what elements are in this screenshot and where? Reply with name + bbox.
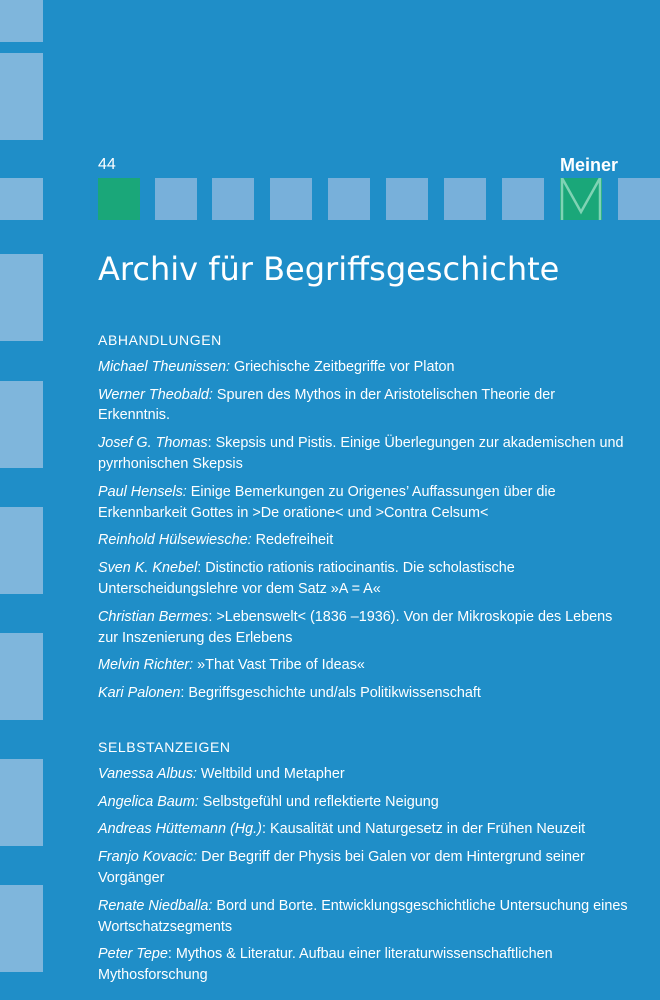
entry-author: Franjo Kovacic: bbox=[98, 849, 198, 866]
entry-title: : Mythos & Literatur. Aufbau einer literaturwissenschaftlichen Mythosforschung bbox=[98, 946, 553, 984]
entry-title: : Distinctio rationis ratiocinantis. Die scholastische Unterscheidungslehre vor dem Satz »A = A« bbox=[98, 560, 515, 597]
table-of-contents bbox=[98, 330, 628, 993]
list-item bbox=[98, 655, 628, 676]
entry-title: Einige Bemerkungen zu Origenes’ Auffassungen über die Erkennbarkeit Gottes in >De oratione< und >Contra Celsum< bbox=[98, 483, 556, 521]
side-tile-9 bbox=[0, 885, 43, 972]
side-tile-1 bbox=[0, 0, 43, 42]
accent-tile bbox=[98, 178, 140, 220]
entry-author: Renate Niedballa: bbox=[98, 897, 213, 914]
header-tile bbox=[502, 178, 544, 220]
entry-author: Josef G. Thomas bbox=[98, 435, 208, 452]
section-heading-selbstanzeigen: SELBSTANZEIGEN bbox=[98, 738, 231, 755]
entry-author: Paul Hensels: bbox=[98, 483, 187, 500]
entry-title: : Begriffsgeschichte und/als Politikwissenschaft bbox=[180, 685, 481, 702]
header-tile bbox=[270, 178, 312, 220]
list-item bbox=[98, 944, 628, 986]
list-item bbox=[98, 558, 628, 600]
list-item bbox=[98, 683, 628, 704]
entry-author: Werner Theobald: bbox=[98, 386, 213, 403]
entry-title: : Kausalität und Naturgesetz in der Frühen Neuzeit bbox=[261, 821, 586, 838]
list-item bbox=[98, 896, 628, 938]
entry-author: Reinhold Hülsewiesche: bbox=[98, 532, 252, 549]
entry-title: Spuren des Mythos in der Aristotelischen Theorie der Erkenntnis. bbox=[98, 386, 556, 424]
entry-title: Der Begriff der Physis bei Galen vor dem Hintergrund seiner Vorgänger bbox=[98, 849, 585, 886]
list-item bbox=[98, 482, 628, 524]
entry-title: Bord und Borte. Entwicklungsgeschichtliche Untersuchung eines Wortschatzsegments bbox=[98, 897, 628, 935]
entry-author: Angelica Baum: bbox=[98, 793, 199, 810]
section-divider bbox=[98, 711, 628, 737]
side-tile-4 bbox=[0, 254, 43, 341]
side-tile-8 bbox=[0, 759, 43, 846]
entry-author: Kari Palonen bbox=[98, 685, 181, 702]
header-tile bbox=[444, 178, 486, 220]
list-item bbox=[98, 792, 628, 813]
volume-number: 44 bbox=[98, 156, 116, 173]
entry-title: : Skepsis und Pistis. Einige Überlegungen zur akademischen und pyrrhonischen Skepsis bbox=[98, 435, 624, 472]
side-tile-3 bbox=[0, 178, 43, 220]
entry-author: Melvin Richter: bbox=[98, 657, 194, 674]
header-tile bbox=[386, 178, 428, 220]
header-tile bbox=[618, 178, 660, 220]
side-tile-5 bbox=[0, 381, 43, 468]
list-item bbox=[98, 819, 628, 840]
entry-title: »That Vast Tribe of Ideas« bbox=[193, 657, 365, 674]
header-tile bbox=[155, 178, 197, 220]
publisher-logo-icon bbox=[560, 178, 602, 220]
entry-author: Sven K. Knebel bbox=[98, 560, 198, 577]
header-tile bbox=[328, 178, 370, 220]
entry-author: Andreas Hüttemann (Hg.) bbox=[98, 821, 262, 838]
side-tile-6 bbox=[0, 507, 43, 594]
journal-title: Archiv für Begriffsgeschichte bbox=[98, 250, 560, 288]
side-tile-2 bbox=[0, 53, 43, 140]
list-item bbox=[98, 385, 628, 427]
list-item bbox=[98, 607, 628, 649]
entry-author: Michael Theunissen: bbox=[98, 358, 230, 375]
section-heading-abhandlungen: ABHANDLUNGEN bbox=[98, 332, 222, 348]
entry-title: Selbstgefühl und reflektierte Neigung bbox=[198, 793, 439, 810]
header-tile bbox=[212, 178, 254, 220]
list-item bbox=[98, 847, 628, 889]
list-item bbox=[98, 530, 628, 551]
entry-title: Redefreiheit bbox=[251, 532, 334, 549]
entry-title: Griechische Zeitbegriffe vor Platon bbox=[229, 358, 455, 375]
publisher-name: Meiner bbox=[560, 155, 619, 175]
list-item bbox=[98, 764, 628, 785]
side-tile-7 bbox=[0, 633, 43, 720]
entry-author: Vanessa Albus: bbox=[98, 765, 197, 782]
entry-author: Peter Tepe bbox=[98, 946, 168, 963]
entry-author: Christian Bermes bbox=[98, 608, 209, 625]
entry-title: : >Lebenswelt< (1836 –1936). Von der Mikroskopie des Lebens zur Inszenierung des Erlebens bbox=[98, 608, 613, 646]
list-item bbox=[98, 357, 628, 378]
list-item bbox=[98, 433, 628, 475]
entry-title: Weltbild und Metapher bbox=[196, 765, 345, 782]
